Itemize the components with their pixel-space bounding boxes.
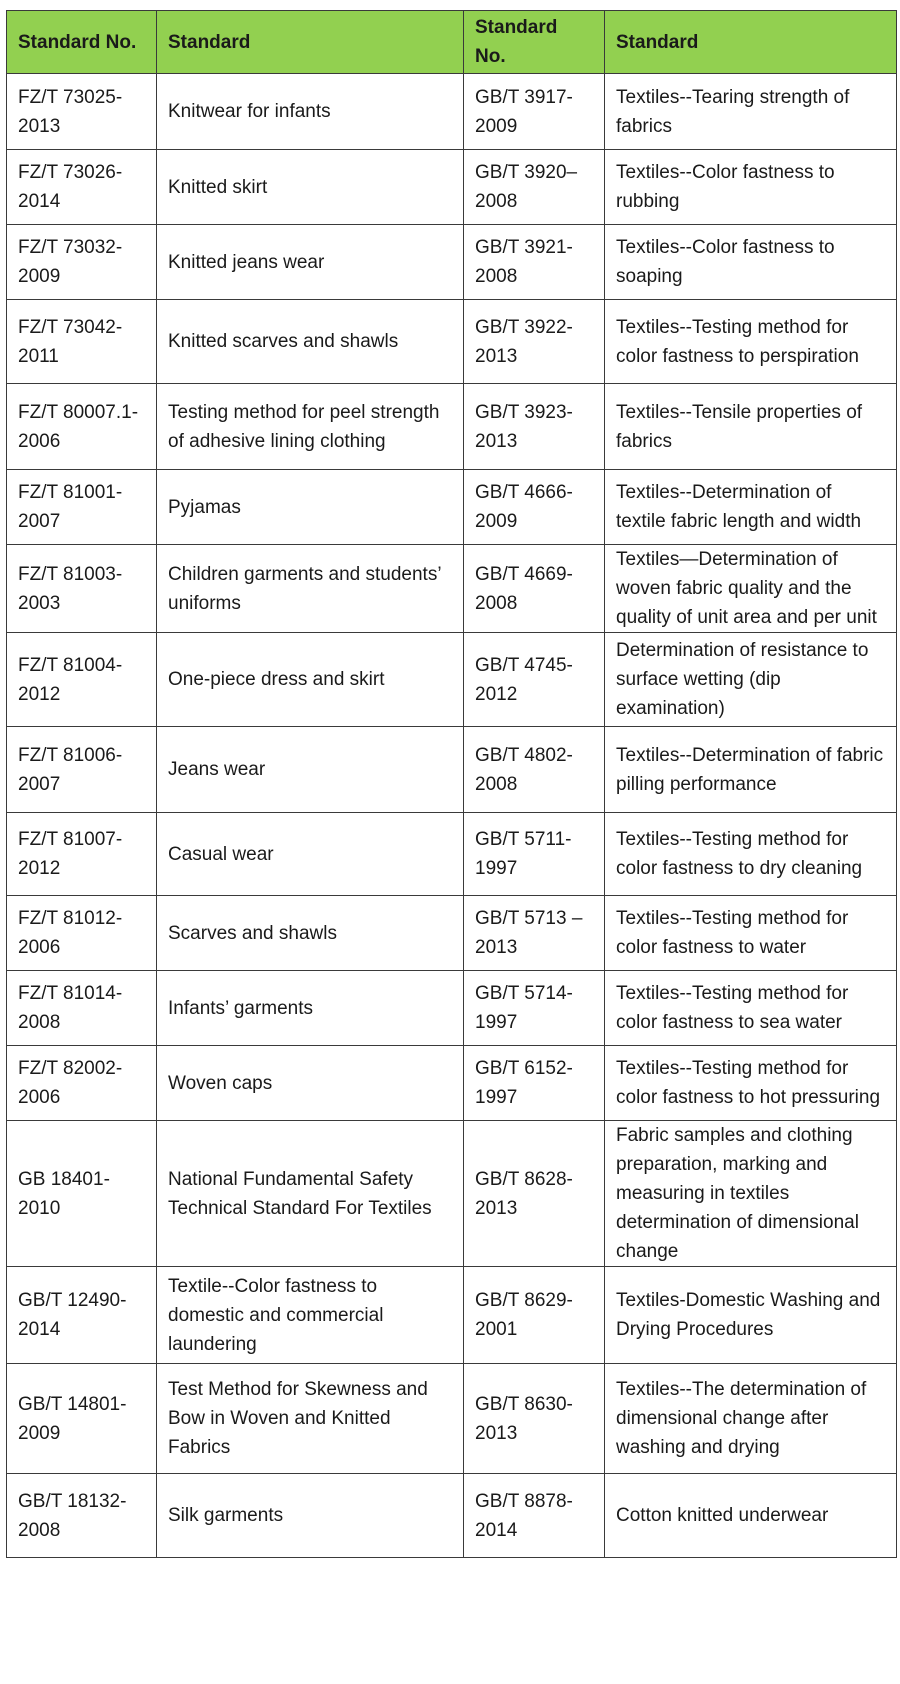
standard-name-cell: Textiles--Color fastness to soaping	[605, 225, 897, 300]
table-row	[7, 470, 897, 545]
standard-no-cell: GB/T 8630-2013	[464, 1364, 605, 1474]
header-standard-no-right: Standard No.	[464, 11, 605, 74]
standards-table	[6, 10, 897, 1558]
header-standard-left: Standard	[157, 11, 464, 74]
table-row	[7, 896, 897, 971]
standard-no-cell: GB/T 4666-2009	[464, 470, 605, 545]
table-row	[7, 971, 897, 1046]
standard-no-cell: GB/T 18132-2008	[7, 1474, 157, 1558]
standard-no-cell: FZ/T 81014-2008	[7, 971, 157, 1046]
standard-name-cell: Cotton knitted underwear	[605, 1474, 897, 1558]
standard-name-cell: Silk garments	[157, 1474, 464, 1558]
standard-no-cell: GB/T 4745-2012	[464, 633, 605, 727]
standard-name-cell: Knitted scarves and shawls	[157, 300, 464, 384]
standard-no-cell: GB 18401-2010	[7, 1121, 157, 1267]
standard-no-cell: GB/T 8878-2014	[464, 1474, 605, 1558]
standard-no-cell: GB/T 12490-2014	[7, 1267, 157, 1364]
standard-no-cell: FZ/T 81001-2007	[7, 470, 157, 545]
standard-name-cell: Textiles--Determination of fabric pilling performance	[605, 727, 897, 813]
standard-no-cell: GB/T 3922-2013	[464, 300, 605, 384]
standard-name-cell: Test Method for Skewness and Bow in Woven and Knitted Fabrics	[157, 1364, 464, 1474]
table-row	[7, 813, 897, 896]
standard-no-cell: GB/T 5714-1997	[464, 971, 605, 1046]
standard-name-cell: Textiles--Testing method for color fastness to dry cleaning	[605, 813, 897, 896]
standard-name-cell: Textiles--Color fastness to rubbing	[605, 150, 897, 225]
standard-no-cell: FZ/T 73042-2011	[7, 300, 157, 384]
standard-no-cell: GB/T 14801-2009	[7, 1364, 157, 1474]
standard-no-cell: FZ/T 81012-2006	[7, 896, 157, 971]
standard-no-cell: GB/T 8629-2001	[464, 1267, 605, 1364]
header-row	[7, 11, 897, 74]
table-row	[7, 1474, 897, 1558]
standard-name-cell: Testing method for peel strength of adhesive lining clothing	[157, 384, 464, 470]
table-row	[7, 150, 897, 225]
standard-no-cell: GB/T 3917-2009	[464, 74, 605, 150]
standard-no-cell: GB/T 5711-1997	[464, 813, 605, 896]
standard-name-cell: Textiles--The determination of dimensional change after washing and drying	[605, 1364, 897, 1474]
standard-no-cell: GB/T 4669-2008	[464, 545, 605, 633]
header-standard-right: Standard	[605, 11, 897, 74]
standard-name-cell: Textiles--Testing method for color fastness to hot pressuring	[605, 1046, 897, 1121]
standard-name-cell: Jeans wear	[157, 727, 464, 813]
standard-no-cell: FZ/T 80007.1-2006	[7, 384, 157, 470]
standard-no-cell: FZ/T 81004-2012	[7, 633, 157, 727]
standard-no-cell: GB/T 6152-1997	[464, 1046, 605, 1121]
standard-name-cell: Textiles--Tearing strength of fabrics	[605, 74, 897, 150]
standard-name-cell: Knitwear for infants	[157, 74, 464, 150]
standard-name-cell: Knitted jeans wear	[157, 225, 464, 300]
standard-name-cell: Casual wear	[157, 813, 464, 896]
standard-no-cell: FZ/T 73026-2014	[7, 150, 157, 225]
standard-name-cell: Textiles--Testing method for color fastness to water	[605, 896, 897, 971]
table-row	[7, 633, 897, 727]
standard-name-cell: National Fundamental Safety Technical Standard For Textiles	[157, 1121, 464, 1267]
standard-name-cell: Fabric samples and clothing preparation, marking and measuring in textiles determination of dimensional change	[605, 1121, 897, 1267]
table-row	[7, 1121, 897, 1267]
standard-no-cell: FZ/T 73032-2009	[7, 225, 157, 300]
standard-name-cell: Pyjamas	[157, 470, 464, 545]
standard-name-cell: Determination of resistance to surface wetting (dip examination)	[605, 633, 897, 727]
standard-name-cell: Scarves and shawls	[157, 896, 464, 971]
table-row	[7, 74, 897, 150]
table-row	[7, 727, 897, 813]
standard-name-cell: Textiles—Determination of woven fabric quality and the quality of unit area and per unit	[605, 545, 897, 633]
table-row	[7, 1046, 897, 1121]
standard-name-cell: Woven caps	[157, 1046, 464, 1121]
table-row	[7, 545, 897, 633]
table-body	[7, 74, 897, 1558]
standard-name-cell: Textiles-Domestic Washing and Drying Procedures	[605, 1267, 897, 1364]
standard-no-cell: FZ/T 81003-2003	[7, 545, 157, 633]
header-standard-no-left: Standard No.	[7, 11, 157, 74]
table-row	[7, 225, 897, 300]
standard-name-cell: Textiles--Determination of textile fabric length and width	[605, 470, 897, 545]
standard-no-cell: GB/T 3920–2008	[464, 150, 605, 225]
table-row	[7, 384, 897, 470]
standard-name-cell: Textiles--Testing method for color fastness to perspiration	[605, 300, 897, 384]
standard-no-cell: GB/T 3921-2008	[464, 225, 605, 300]
standard-no-cell: GB/T 3923-2013	[464, 384, 605, 470]
standard-name-cell: Textiles--Tensile properties of fabrics	[605, 384, 897, 470]
standard-name-cell: Knitted skirt	[157, 150, 464, 225]
standard-name-cell: Infants’ garments	[157, 971, 464, 1046]
standard-no-cell: FZ/T 81006-2007	[7, 727, 157, 813]
standard-no-cell: FZ/T 73025-2013	[7, 74, 157, 150]
standard-name-cell: Textile--Color fastness to domestic and commercial laundering	[157, 1267, 464, 1364]
standard-name-cell: Children garments and students’ uniforms	[157, 545, 464, 633]
standard-no-cell: GB/T 4802-2008	[464, 727, 605, 813]
standard-no-cell: GB/T 5713 –2013	[464, 896, 605, 971]
table-row	[7, 1267, 897, 1364]
table-row	[7, 300, 897, 384]
standard-no-cell: GB/T 8628-2013	[464, 1121, 605, 1267]
standard-name-cell: One-piece dress and skirt	[157, 633, 464, 727]
standard-name-cell: Textiles--Testing method for color fastness to sea water	[605, 971, 897, 1046]
table-row	[7, 1364, 897, 1474]
standard-no-cell: FZ/T 81007-2012	[7, 813, 157, 896]
standard-no-cell: FZ/T 82002-2006	[7, 1046, 157, 1121]
